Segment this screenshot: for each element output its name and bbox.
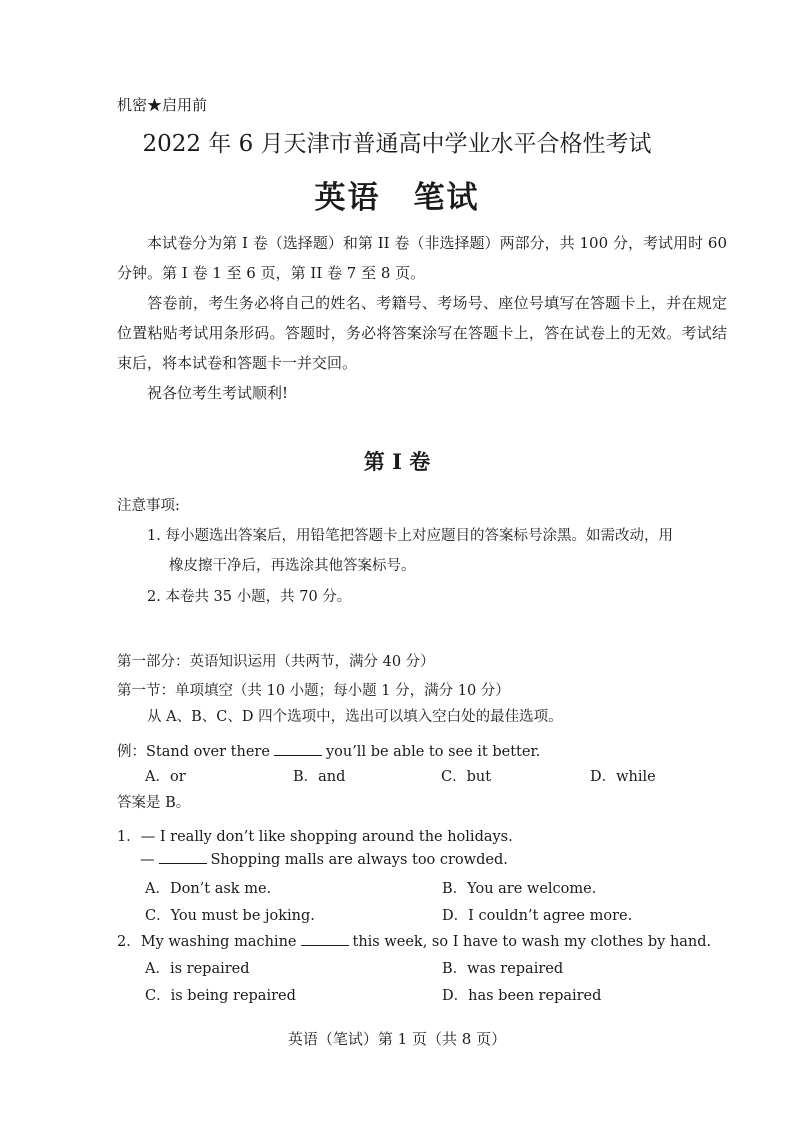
exam-subtitle: 英语 笔试: [314, 180, 480, 216]
question-1-option-a: A．Don’t ask me.: [145, 881, 272, 897]
question-1-option-c: C．You must be joking.: [145, 908, 315, 924]
intro-paragraph-3: 祝各位考生考试顺利!: [147, 384, 289, 402]
exam-title: 2022 年 6 月天津市普通高中学业水平合格性考试: [142, 131, 652, 157]
example-option-b: B．and: [293, 769, 346, 785]
question-2-stem: 2．My washing machine this week, so I have to wash my clothes by hand.: [117, 934, 712, 950]
example-stem: 例：Stand over there you’ll be able to see it better.: [117, 744, 541, 760]
question-1-line-2: — Shopping malls are always too crowded.: [140, 852, 508, 868]
section-title: 第 I 卷: [363, 449, 431, 474]
page-footer: 英语（笔试）第 1 页（共 8 页）: [287, 1030, 507, 1048]
example-option-c: C．but: [441, 769, 492, 785]
notes-item-2: 2. 本卷共 35 小题，共 70 分。: [147, 589, 352, 605]
answer-blank: [301, 933, 349, 946]
example-option-d: D．while: [590, 769, 656, 785]
question-2-option-b: B．was repaired: [442, 961, 564, 977]
example-answer: 答案是 B。: [117, 795, 191, 811]
intro-paragraph-1: 本试卷分为第 I 卷（选择题）和第 II 卷（非选择题）两部分，共 100 分，考试用时 60 分钟。第 I 卷 1 至 6 页，第 II 卷 7 至 8 页。: [117, 234, 727, 282]
question-1-option-d: D．I couldn’t agree more.: [442, 908, 633, 924]
question-1-line-1: 1．— I really don’t like shopping around the holidays.: [117, 829, 513, 845]
question-2-option-a: A．is repaired: [145, 961, 250, 977]
notes-heading: 注意事项:: [117, 498, 180, 514]
example-option-a: A．or: [145, 769, 186, 785]
notes-item-1-line-1: 1. 每小题选出答案后，用铅笔把答题卡上对应题目的答案标号涂黑。如需改动，用: [147, 528, 673, 544]
section1-instruction: 从 A、B、C、D 四个选项中，选出可以填入空白处的最佳选项。: [147, 709, 563, 725]
intro-paragraph-2: 答卷前，考生务必将自己的姓名、考籍号、考场号、座位号填写在答题卡上，并在规定位置粘贴考试用条形码。答题时，务必将答案涂写在答题卡上，答在试卷上的无效。考试结束后，将本试卷和答题卡一并交回。: [117, 294, 727, 372]
notes-item-1-line-2: 橡皮擦干净后，再选涂其他答案标号。: [169, 558, 416, 574]
part1-heading: 第一部分：英语知识运用（共两节，满分 40 分）: [117, 654, 435, 670]
answer-blank: [159, 851, 207, 864]
answer-blank: [274, 743, 322, 756]
confidential-label: 机密★启用前: [117, 96, 208, 114]
question-1-option-b: B．You are welcome.: [442, 881, 597, 897]
question-2-option-d: D．has been repaired: [442, 988, 602, 1004]
question-2-option-c: C．is being repaired: [145, 988, 296, 1004]
section1-heading: 第一节：单项填空（共 10 小题；每小题 1 分，满分 10 分）: [117, 683, 510, 699]
